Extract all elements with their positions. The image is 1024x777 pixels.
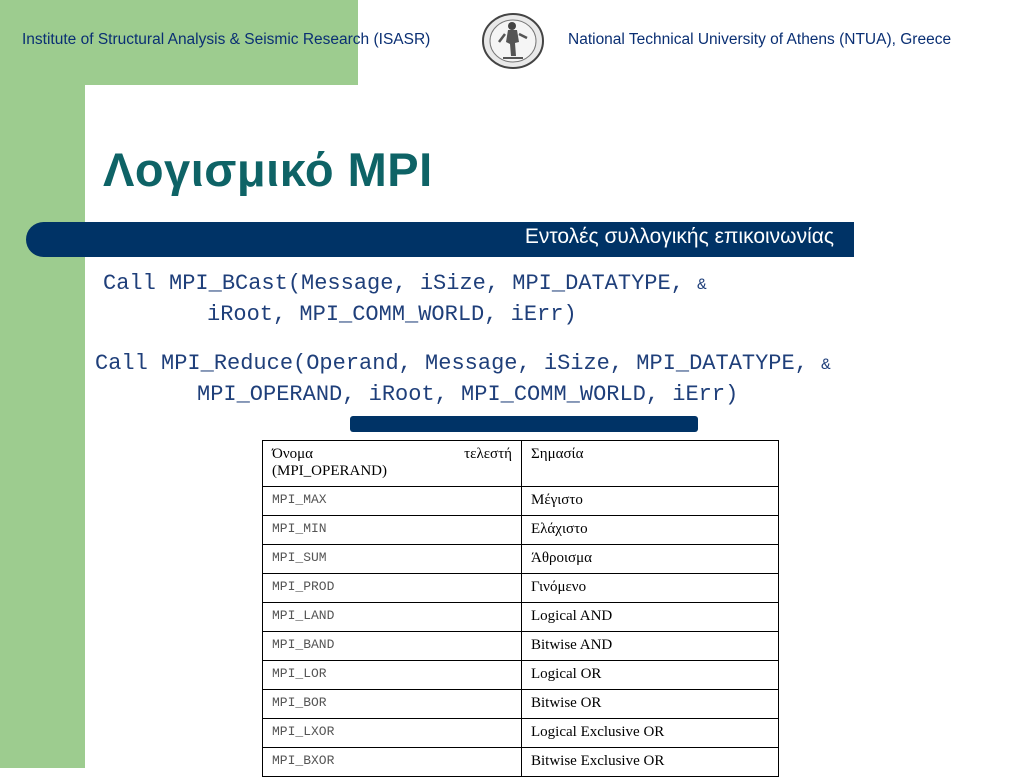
continuation-amp: & [821,356,831,374]
operator-cell: MPI_MAX [263,487,522,516]
table-row [263,748,779,777]
operator-cell: MPI_PROD [263,574,522,603]
operator-cell: MPI_BXOR [263,748,522,777]
operator-cell: MPI_MIN [263,516,522,545]
meaning-cell: Μέγιστο [522,487,779,516]
bcast-line-2: iRoot, MPI_COMM_WORLD, iErr) [207,302,577,327]
left-green-band [0,0,85,768]
table-header-row [263,441,779,487]
header-col1-line2: (MPI_OPERAND) [272,463,388,479]
operator-cell: MPI_LXOR [263,719,522,748]
operator-cell: MPI_BAND [263,632,522,661]
subtitle-banner [26,222,854,257]
divider-bar [350,416,698,432]
header-operator-name [263,441,522,487]
table-row [263,661,779,690]
header-col1-word2: τελεστή [464,446,512,462]
slide-title: Λογισμικό MPI [103,143,433,196]
operators-table [262,440,779,777]
meaning-cell: Logical Exclusive OR [522,719,779,748]
meaning-cell: Bitwise OR [522,690,779,719]
meaning-cell: Γινόμενο [522,574,779,603]
table-row [263,603,779,632]
table-row [263,574,779,603]
header-institute: Institute of Structural Analysis & Seismic Research (ISASR) [22,31,431,48]
bcast-line-1 [103,271,707,296]
bcast-code-1: Call MPI_BCast(Message, iSize, MPI_DATATYPE, [103,271,698,296]
reduce-line-2: MPI_OPERAND, iRoot, MPI_COMM_WORLD, iErr) [197,382,739,407]
meaning-cell: Logical AND [522,603,779,632]
subtitle-text: Εντολές συλλογικής επικοινωνίας [524,225,834,248]
reduce-line-1 [95,351,831,376]
reduce-code-1: Call MPI_Reduce(Operand, Message, iSize, MPI_DATATYPE, [95,351,822,376]
meaning-cell: Άθροισμα [522,545,779,574]
meaning-cell: Bitwise AND [522,632,779,661]
continuation-amp: & [697,276,707,294]
table-row [263,690,779,719]
table-row [263,719,779,748]
table-row [263,632,779,661]
meaning-cell: Ελάχιστο [522,516,779,545]
meaning-cell: Logical OR [522,661,779,690]
operator-cell: MPI_LOR [263,661,522,690]
operator-cell: MPI_BOR [263,690,522,719]
table-row [263,545,779,574]
header-meaning: Σημασία [522,441,779,487]
header-university: National Technical University of Athens (NTUA), Greece [568,31,952,48]
table-row [263,516,779,545]
table-row [263,487,779,516]
meaning-cell: Bitwise Exclusive OR [522,748,779,777]
header-col1-word1: Όνομα [272,446,314,462]
operator-cell: MPI_SUM [263,545,522,574]
ntua-seal-logo [481,12,545,70]
operator-cell: MPI_LAND [263,603,522,632]
